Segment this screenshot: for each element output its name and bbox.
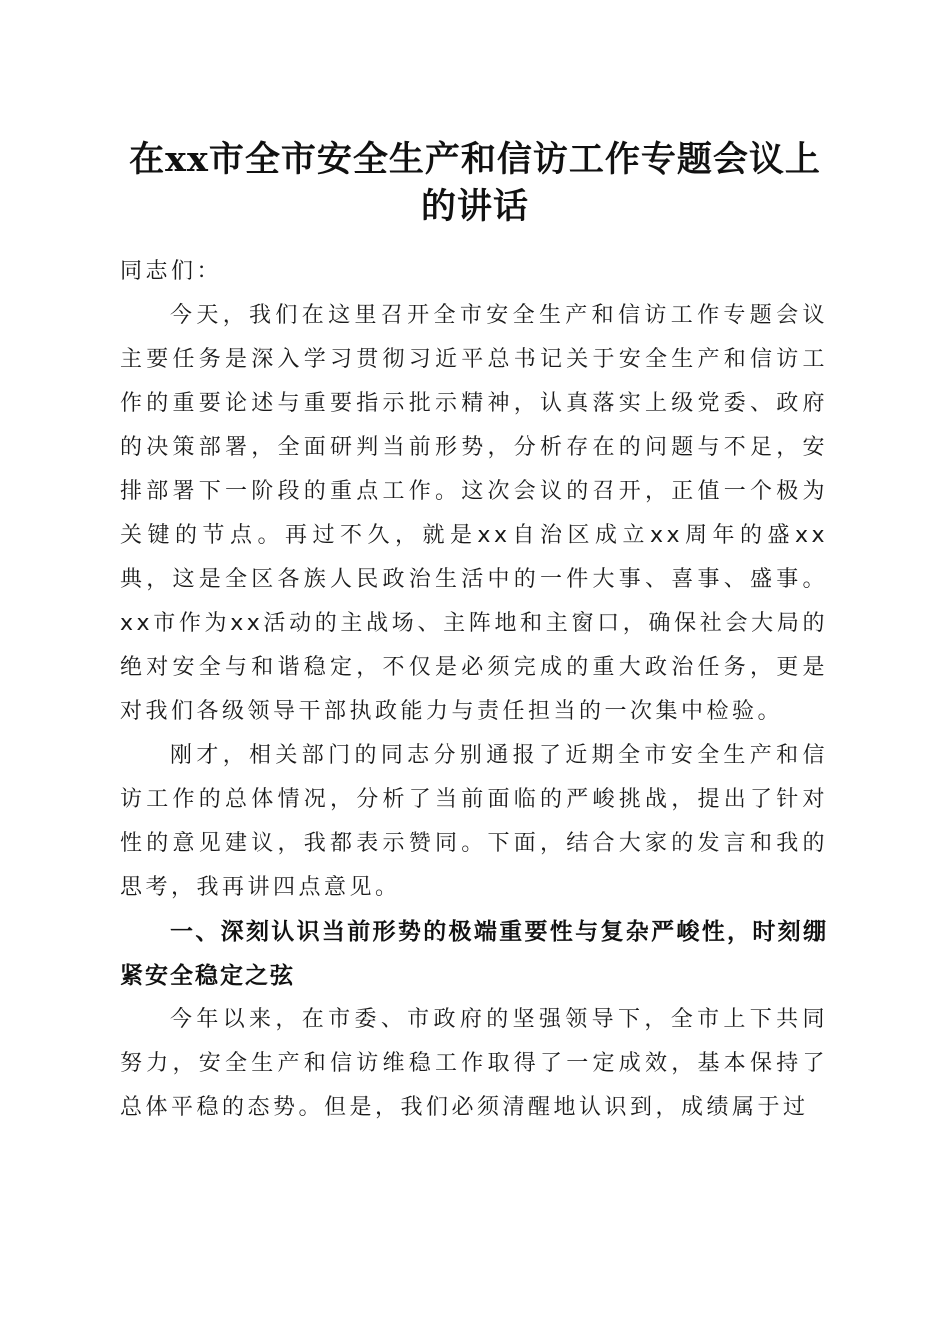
title-line-1: 在xx市全市安全生产和信访工作专题会议上 bbox=[129, 139, 821, 180]
document-title bbox=[110, 136, 840, 230]
paragraph-opening: 今天，我们在这里召开全市安全生产和信访工作专题会议主要任务是深入学习贯彻习近平总书记关于安全生产和信访工作的重要论述与重要指示批示精神，认真落实上级党委、政府的决策部署，全面研判当前形势，分析存在的问题与不足，安排部署下一阶段的重点工作。这次会议的召开，正值一个极为关键的节点。再过不久，就是xx自治区成立xx周年的盛xx典，这是全区各族人民政治生活中的一件大事、喜事、盛事。xx市作为xx活动的主战场、主阵地和主窗口，确保社会大局的绝对安全与和谐稳定，不仅是必须完成的重大政治任务，更是对我们各级领导干部执政能力与责任担当的一次集中检验。 bbox=[120, 303, 828, 724]
section-1-paragraph: 今年以来，在市委、市政府的坚强领导下，全市上下共同努力，安全生产和信访维稳工作取得了一定成效，基本保持了总体平稳的态势。但是，我们必须清醒地认识到，成绩属于过 bbox=[120, 1007, 828, 1120]
paragraph-summary: 刚才，相关部门的同志分别通报了近期全市安全生产和信访工作的总体情况，分析了当前面临的严峻挑战，提出了针对性的意见建议，我都表示赞同。下面，结合大家的发言和我的思考，我再讲四点意见。 bbox=[120, 743, 828, 900]
salutation: 同志们： bbox=[120, 259, 223, 284]
document-body bbox=[120, 250, 828, 1130]
title-line-2: 的讲话 bbox=[420, 186, 529, 227]
section-heading-1: 一、深刻认识当前形势的极端重要性与复杂严峻性，时刻绷紧安全稳定之弦 bbox=[120, 919, 828, 989]
